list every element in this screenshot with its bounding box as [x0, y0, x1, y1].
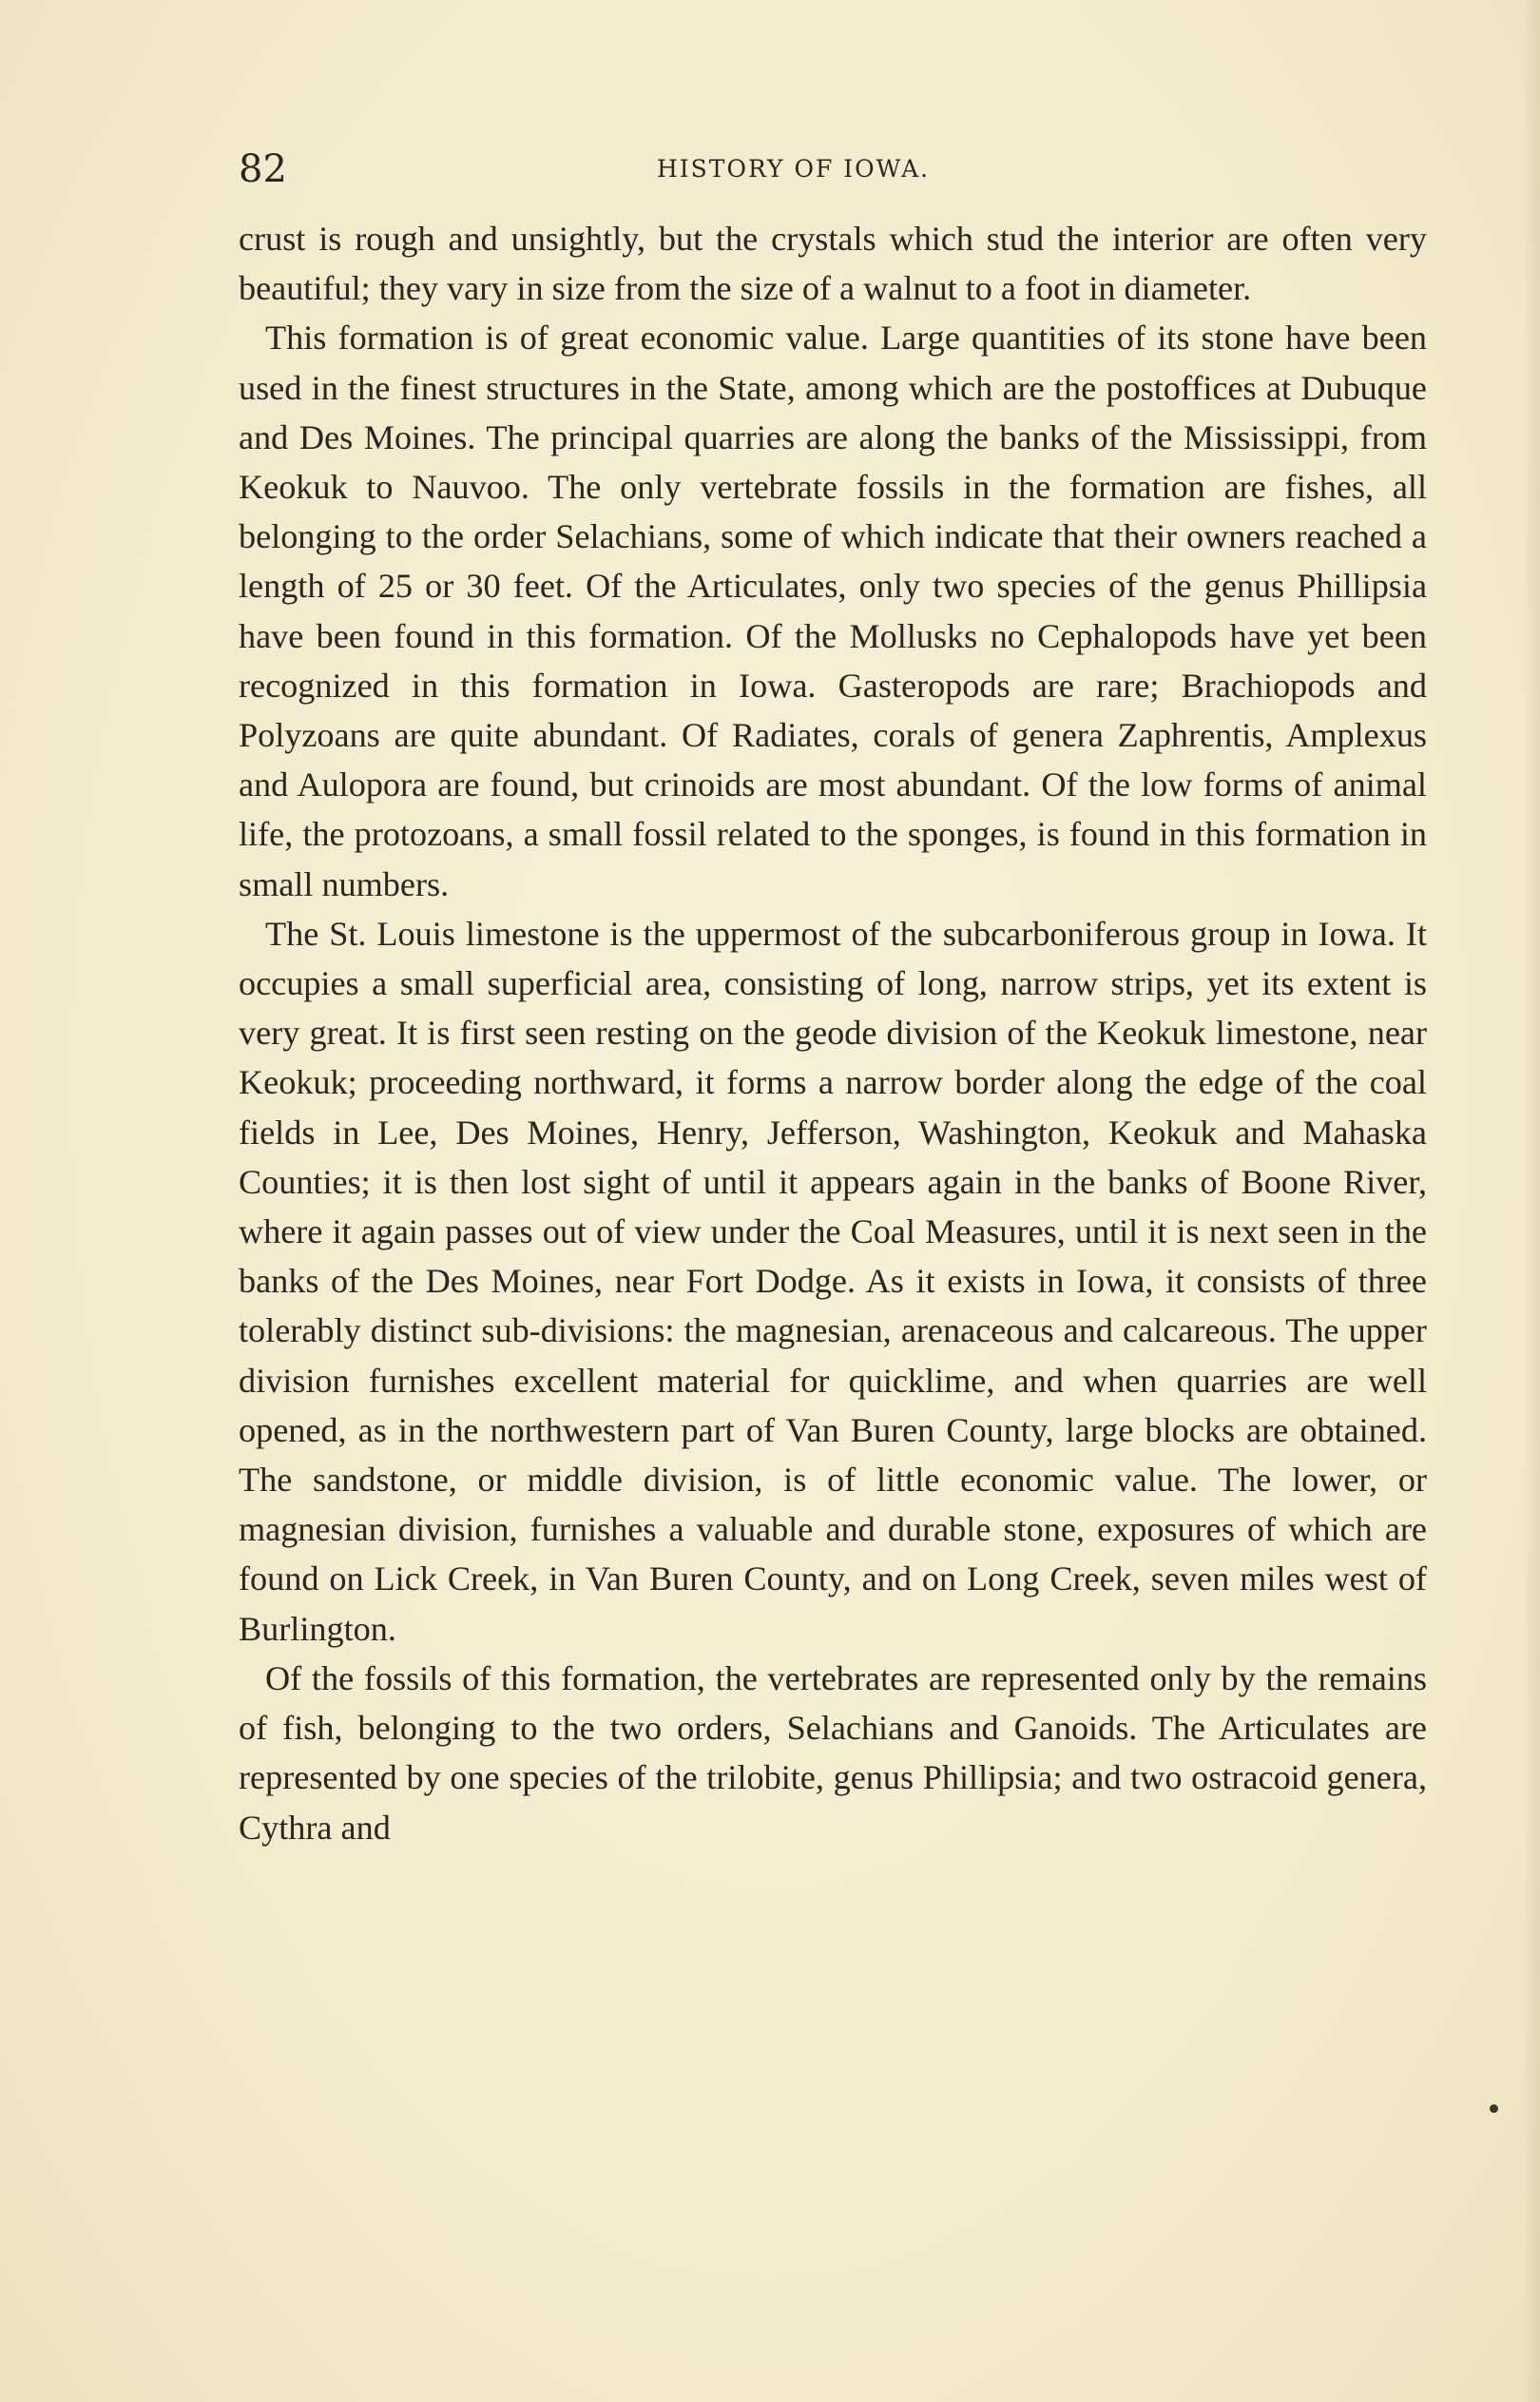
page-header [239, 141, 1436, 198]
paragraph-continued: crust is rough and unsightly, but the crystals which stud the interior are often very beautiful; they vary in size from the size of a walnut to a foot in diameter. [239, 220, 1427, 308]
body-text [239, 214, 1427, 1852]
page-number: 82 [239, 147, 287, 191]
page-edge-shadow [1523, 0, 1540, 2402]
paragraph-economic-value: This formation is of great economic value. Large quantities of its stone have been used in the finest structures in the State, among which are the postoffices at Dubuque and Des Moines. The principal quarries are along the banks of the Mississippi, from Keokuk to Nauvoo. The only vertebrate fossils in the formation are fishes, all belonging to the order Selachians, some of which indicate that their owners reached a length of 25 or 30 feet. Of the Articulates, only two species of the genus Phillipsia have been found in this formation. Of the Mollusks no Cephalopods have yet been recognized in this formation in Iowa. Gasteropods are rare; Brachiopods and Polyzoans are quite abundant. Of Radiates, corals of genera Zaphrentis, Amplexus and Aulopora are found, but crinoids are most abundant. Of the low forms of animal life, the protozoans, a small fossil related to the sponges, is found in this formation in small numbers. [239, 319, 1427, 903]
paragraph-st-louis-limestone: The St. Louis limestone is the uppermost of the subcarboniferous group in Iowa. It occupies a small superficial area, consisting of long, narrow strips, yet its extent is very great. It is first seen resting on the geode division of the Keokuk limestone, near Keokuk; proceeding northward, it forms a narrow border along the edge of the coal fields in Lee, Des Moines, Henry, Jefferson, Washington, Keokuk and Mahaska Counties; it is then lost sight of until it appears again in the banks of Boone River, where it again passes out of view under the Coal Measures, until it is next seen in the banks of the Des Moines, near Fort Dodge. As it exists in Iowa, it consists of three tolerably distinct sub-divisions: the magnesian, arenaceous and calcareous. The upper division furnishes excellent material for quicklime, and when quarries are well opened, as in the northwestern part of Van Buren County, large blocks are obtained. The sandstone, or middle division, is of little economic value. The lower, or magnesian division, furnishes a valuable and durable stone, exposures of which are found on Lick Creek, in Van Buren County, and on Long Creek, seven miles west of Burlington. [239, 914, 1427, 1648]
running-title: HISTORY OF IOWA. [657, 155, 931, 183]
paragraph-fossils: Of the fossils of this formation, the vertebrates are represented only by the remains of fish, belonging to the two orders, Selachians and Ganoids. The Articulates are represented by one species of the trilobite, genus Phillipsia; and two ostracoid genera, Cythra and [239, 1658, 1427, 1847]
ink-speck [1490, 2104, 1498, 2113]
